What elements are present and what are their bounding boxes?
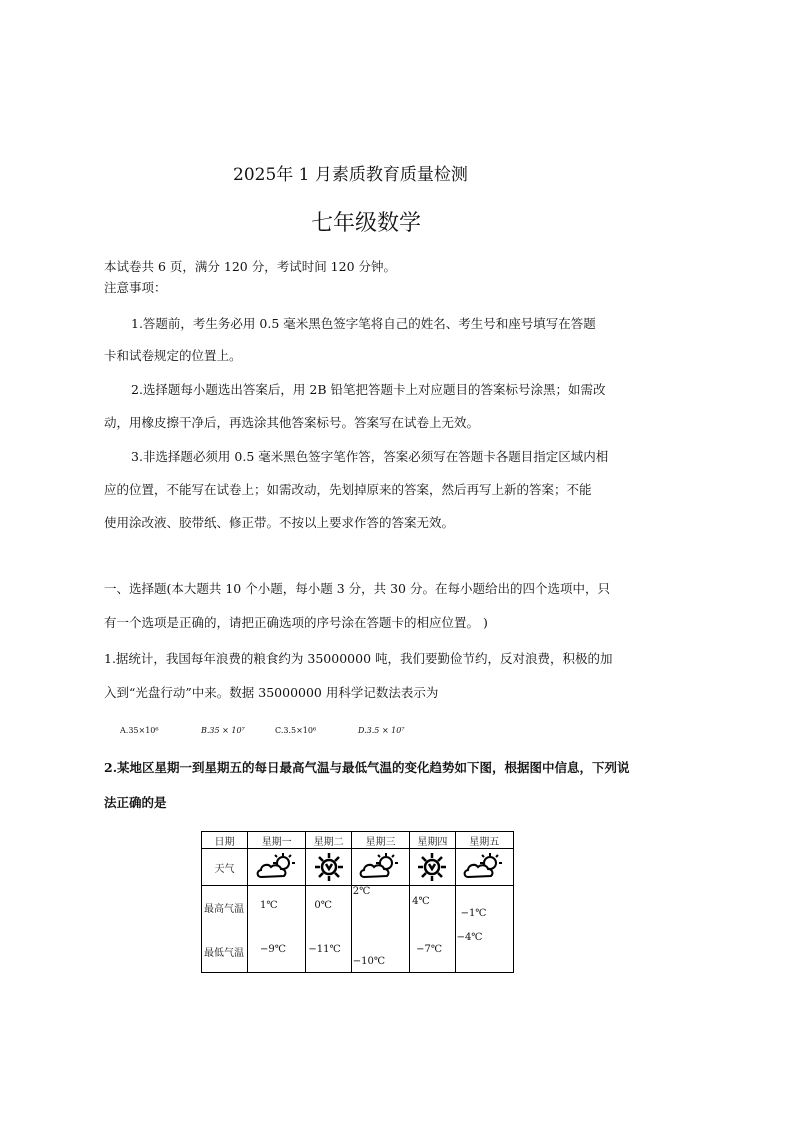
corner-cell: 日期 bbox=[202, 832, 248, 849]
note-2-line-2: 动，用橡皮擦干净后，再选涂其他答案标号。答案写在试卷上无效。 bbox=[104, 415, 480, 430]
weather-cell bbox=[248, 849, 306, 886]
day-header: 星期二 bbox=[306, 832, 351, 849]
note-1-line-2: 卡和试卷规定的位置上。 bbox=[104, 348, 242, 363]
low-temp: −10℃ bbox=[352, 956, 386, 967]
question-1-line-2: 入到“光盘行动”中来。数据 35000000 用科学记数法表示为 bbox=[104, 685, 439, 700]
note-3-line-1: 3.非选择题必须用 0.5 毫米黑色签字笔作答，答案必须写在答题卡各题目指定区域内相 bbox=[131, 449, 609, 464]
question-2-line-2: 法正确的是 bbox=[104, 795, 167, 810]
weather-table bbox=[201, 831, 514, 973]
low-temp: −9℃ bbox=[260, 944, 286, 955]
weather-cell bbox=[410, 849, 455, 886]
weather-cell bbox=[455, 849, 513, 886]
low-temp: −11℃ bbox=[308, 944, 341, 955]
question-1-line-1: 1.据统计，我国每年浪费的粮食约为 35000000 吨，我们要勤俭节约，反对浪费，积极的加 bbox=[104, 651, 613, 666]
temperature-cell bbox=[351, 886, 409, 973]
option-b: B.35 × 10⁷ bbox=[201, 726, 245, 735]
question-2-line-1: 2.某地区星期一到星期五的每日最高气温与最低气温的变化趋势如下图，根据图中信息，下列说 bbox=[104, 760, 630, 775]
high-temp: 4℃ bbox=[412, 896, 430, 907]
weather-cell bbox=[306, 849, 351, 886]
note-3-line-2: 应的位置，不能写在试卷上；如需改动，先划掉原来的答案，然后再写上新的答案；不能 bbox=[104, 482, 592, 497]
low-temp: −4℃ bbox=[456, 932, 483, 943]
exam-title: 2025年 1 月素质教育质量检测 bbox=[233, 165, 468, 185]
high-temp: 2℃ bbox=[352, 886, 371, 897]
high-temp: 1℃ bbox=[260, 900, 278, 911]
low-temp-label: 最低气温 bbox=[204, 948, 244, 959]
notes-heading: 注意事项： bbox=[104, 280, 167, 295]
weather-label: 天气 bbox=[202, 849, 248, 886]
note-2-line-1: 2.选择题每小题选出答案后，用 2B 铅笔把答题卡上对应题目的答案标号涂黑；如需改 bbox=[131, 382, 606, 397]
note-3-line-3: 使用涂改液、胶带纸、修正带。不按以上要求作答的答案无效。 bbox=[104, 515, 455, 530]
high-temp-label: 最高气温 bbox=[204, 904, 244, 915]
sun-icon bbox=[415, 851, 449, 883]
cloud-sun-icon bbox=[358, 851, 402, 883]
day-header: 星期五 bbox=[455, 832, 513, 849]
intro-text: 本试卷共 6 页，满分 120 分，考试时间 120 分钟。 bbox=[104, 259, 397, 274]
option-a: A.35×10⁶ bbox=[120, 726, 159, 735]
note-1-line-1: 1.答题前，考生务必用 0.5 毫米黑色签字笔将自己的姓名、考生号和座号填写在答题 bbox=[131, 316, 596, 331]
temperature-cell bbox=[306, 886, 351, 973]
day-header: 星期四 bbox=[410, 832, 455, 849]
cloud-sun-icon bbox=[462, 851, 506, 883]
temperature-label-cell bbox=[202, 886, 248, 973]
temperature-cell bbox=[248, 886, 306, 973]
option-d: D.3.5 × 10⁷ bbox=[358, 726, 405, 735]
low-temp: −7℃ bbox=[416, 944, 443, 955]
weather-cell bbox=[351, 849, 409, 886]
day-header: 星期一 bbox=[248, 832, 306, 849]
high-temp: 0℃ bbox=[314, 900, 332, 911]
weather-row bbox=[202, 849, 514, 886]
day-header: 星期三 bbox=[351, 832, 409, 849]
sun-icon bbox=[312, 851, 346, 883]
table-header-row bbox=[202, 832, 514, 849]
temperature-row bbox=[202, 886, 514, 973]
subject-title: 七年级数学 bbox=[311, 211, 422, 236]
section-1-line-2: 有一个选项是正确的，请把正确选项的序号涂在答题卡的相应位置。 ) bbox=[104, 615, 488, 630]
temperature-cell bbox=[410, 886, 455, 973]
high-temp: −1℃ bbox=[460, 908, 487, 919]
section-1-line-1: 一、选择题(本大题共 10 个小题，每小题 3 分，共 30 分。在每小题给出的四个选项中，只 bbox=[104, 581, 610, 596]
temperature-cell bbox=[455, 886, 513, 973]
cloud-sun-icon bbox=[255, 851, 299, 883]
option-c: C.3.5×10⁶ bbox=[275, 726, 317, 735]
